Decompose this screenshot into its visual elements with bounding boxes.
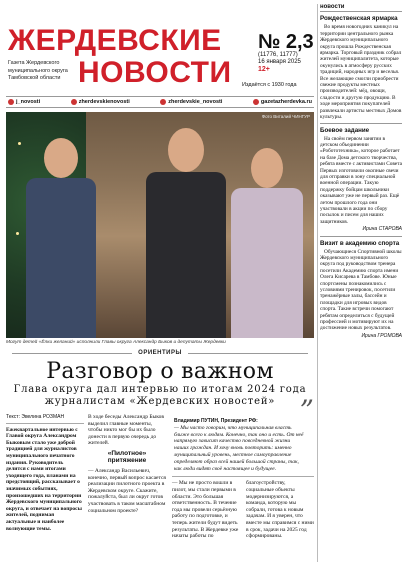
divider <box>320 123 402 124</box>
issue-info <box>258 32 314 73</box>
news-sidebar <box>320 4 402 562</box>
person-figure <box>146 128 226 338</box>
quote-author: Владимир ПУТИН, Президент РФ: <box>174 418 258 424</box>
age-rating: 12+ <box>258 66 270 73</box>
vk-icon <box>8 99 14 105</box>
article-column-3 <box>172 394 314 564</box>
masthead <box>4 2 316 90</box>
article-column-2 <box>88 414 166 564</box>
article-author: Текст: Эвелина РОЗМАН <box>6 414 84 424</box>
sidebar-tag: новости <box>320 4 402 12</box>
issue-sub: (11776, 11777) <box>258 52 298 58</box>
quote-box <box>172 394 314 477</box>
article-text: Ежеквартальное интервью с Главой округа Александром Быковым стало уже доброй традицией для журналистов муниципального печатного издания. Руководитель делится с нами итогами уходящего года, планами на предстоящий, рассказывает о значимых событиях, произошедших на территории Жердевского муниципального округа, и отвечает на вопросы жителей, поднимая актуальные и наиболее волнующие темы. <box>6 426 82 532</box>
quote-mark-icon: ” <box>299 394 314 427</box>
rubric: ОРИЕНТИРЫ <box>6 348 314 358</box>
main-photo <box>6 112 314 338</box>
news-title: Боевое задание <box>320 126 370 134</box>
social-item[interactable]: zherdevskie_novosti <box>160 99 222 105</box>
newspaper-subtitle: Газета Жердевского муниципального округа Тамбовской области <box>8 60 68 81</box>
ok-icon <box>71 99 77 105</box>
news-signature: Ирина СТАРОВА <box>362 226 402 233</box>
article-deck: Глава округа дал интервью по итогам 2024 года журналистам «Жердевских новостей» <box>13 384 307 407</box>
news-text: Во время новогодних каникул на территории центрального рынка Жердевского муниципального округа прошла Рождественская ярмарка. Торговый праздник собрал жителей муниципалитета, которые окунулись в атмосферу русских традиций, народных игр и веселья. Все желающие смогли приобрести свежие продукты местных производителей: мёд, овощи, сладости и другую продукцию. В ходе мероприятия покупателей развлекали артисты местных Домов культуры. <box>320 24 402 121</box>
news-text: Обучающиеся Спортивной школы Жердевского муниципального округа под руководством тренера посетили Академию спорта имени Олега Кисарева в Тамбове. Юные спортсмены познакомились с условиями тренировок, посетили тренажёрные залы, бассейн и площадки для игровых видов спорта. Такие встречи помогают ребятам определиться с будущей профессией и мотивируют их на достижение новых результатов. <box>320 248 402 332</box>
news-text: На своём первом занятии в детском объединении «Робототехника», которое работает на базе Дома детского творчества, ребята вместе с активистами Совета Первых изготовили окопные свечи для отправки в зону специальной военной операции. Такую поддержку бойцам школьники оказывают уже не первый раз. Ещё летом прошлого года они участвовали в акции по сбору посылок и писем для наших защитников. <box>320 135 402 225</box>
issue-number: № 2,3 <box>258 31 314 53</box>
article-text: — Мы не просто вошли в пилот, мы стали первыми в области. Это большая ответственность. В течение года мы провели серьёзную работу по подготовке, и теперь жители будут видеть результаты. В Жердевке уже начаты работы по благоустройству, социальные объекты модернизируются, а команда, которую мы собрали, готова к новым задачам. И я уверен, что вместе мы справимся с ними в срок, задачи на 2025 год сформированы. <box>172 480 314 540</box>
social-item[interactable]: j_novosti <box>8 99 40 105</box>
article-subhead: «Пилотное» притяжение <box>107 449 147 465</box>
divider <box>320 236 402 237</box>
web-icon <box>253 99 259 105</box>
photo-credit: Фото Виталий ЧИНГУР <box>261 114 310 119</box>
issue-date: 16 января 2025 <box>258 59 301 65</box>
social-item[interactable]: gazetazherdevka.ru <box>253 99 312 105</box>
person-figure <box>231 148 303 338</box>
newspaper-title-line1: ЖЕРДЕВСКИЕ <box>8 24 222 57</box>
social-bar <box>6 96 314 108</box>
since-line: Издаётся с 1930 года <box>242 82 297 88</box>
news-title: Визит в академию спорта <box>320 239 400 247</box>
quote-text: — Мы часто говорим, что муниципальная власть ближе всего к людям. Конечно, так оно и есть. От неё напрямую зависит качество повседневной жизни наших граждан. И хочу вновь повторить: именно муниципальный уровень, местное самоуправление определяют образ всей нашей большой страны, так, как люди видят своё настоящее и будущее. <box>174 424 304 472</box>
article-headline: Разговор о важном <box>46 359 274 384</box>
article-column-1 <box>6 414 84 564</box>
news-signature: Ирина ГРОМОВА <box>361 332 402 339</box>
news-title: Рождественская ярмарка <box>320 15 398 23</box>
article-text: В ходе беседы Александр Быков выделил главные моменты, чтобы никто мог бы их было донести в первую очередь до жителей. <box>88 414 164 447</box>
person-figure <box>26 138 96 338</box>
newspaper-title-line2: НОВОСТИ <box>78 56 232 89</box>
photo-caption: Могут детей «Ёлки желаний» исполнили Главы округа Александр Быков и депутаты Жердевки <box>6 340 226 345</box>
social-item[interactable]: zherdevskienovosti <box>71 99 130 105</box>
telegram-icon <box>160 99 166 105</box>
article-text: — Александр Васильевич, конечно, первый вопрос касается реализации пилотного проекта в Жердевском округе. Скажите, пожалуйста, был ли округ готов участвовать в таком масштабном социальном проекте? <box>88 467 166 514</box>
column-divider <box>317 4 318 562</box>
